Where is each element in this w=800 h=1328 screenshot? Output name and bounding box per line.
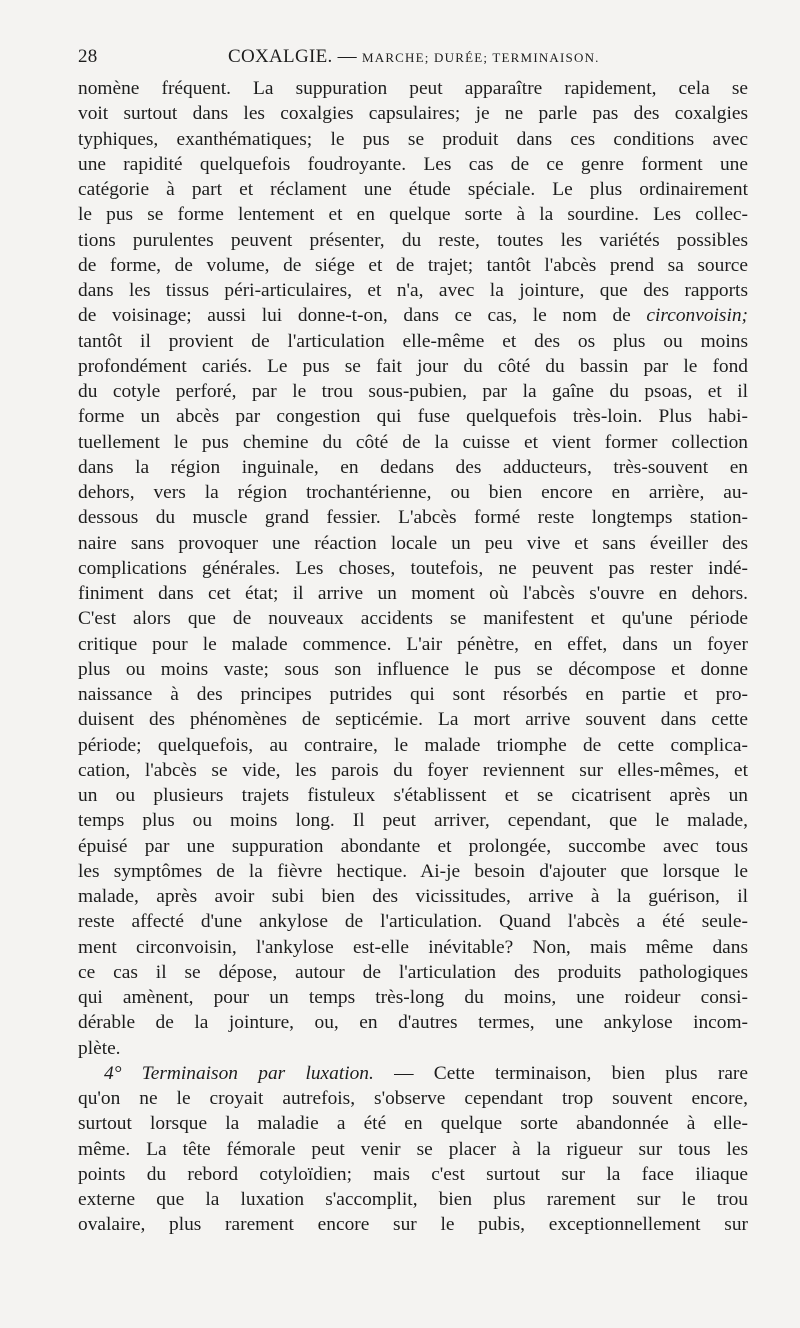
text-line: malade, après avoir subi bien des vicissitudes, arrive à la guérison, il bbox=[78, 886, 748, 907]
running-title-main: COXALGIE. — bbox=[228, 46, 357, 67]
text-line: qui amènent, pour un temps très-long du moins, une roideur consi- bbox=[78, 987, 748, 1008]
text-line: tantôt il provient de l'articulation elle-même et des os plus ou moins bbox=[78, 330, 748, 352]
text-line: une rapidité quelquefois foudroyante. Les cas de ce genre forment une bbox=[78, 153, 748, 175]
text-line: forme un abcès par congestion qui fuse quelquefois très-loin. Plus habi- bbox=[78, 406, 748, 428]
text-line: naire sans provoquer une réaction locale un peu vive et sans éveiller des bbox=[78, 532, 748, 554]
text-line: ovalaire, plus rarement encore sur le pubis, exceptionnellement sur bbox=[78, 1214, 748, 1236]
text-line: profondément cariés. Le pus se fait jour du côté du bassin par le fond bbox=[78, 355, 748, 377]
running-title-subtitle: MARCHE; DURÉE; TERMINAISON. bbox=[361, 50, 600, 65]
text-line: critique pour le malade commence. L'air pénètre, en effet, dans un foyer bbox=[78, 633, 748, 655]
text-line: surtout lorsque la maladie a été en quelque sorte abandonnée à elle- bbox=[78, 1113, 748, 1135]
text-line: plète. bbox=[78, 1037, 121, 1059]
text-line: du cotyle perforé, par le trou sous-pubien, par la gaîne du psoas, et il bbox=[78, 381, 748, 402]
text-line: période; quelquefois, au contraire, le malade triomphe de cette complica- bbox=[78, 734, 748, 756]
text-line: même. La tête fémorale peut venir se placer à la rigueur sur tous les bbox=[78, 1138, 748, 1160]
text-line: C'est alors que de nouveaux accidents se manifestent et qu'une période bbox=[78, 608, 748, 630]
text-line: dehors, vers la région trochantérienne, ou bien encore en arrière, au- bbox=[78, 482, 748, 503]
text-line: plus ou moins vaste; sous son influence le pus se décompose et donne bbox=[78, 658, 748, 680]
text-line: voit surtout dans les coxalgies capsulaires; je ne parle pas des coxalgies bbox=[78, 103, 748, 125]
text-line: externe que la luxation s'accomplit, bien plus rarement sur le trou bbox=[78, 1189, 748, 1210]
text-line: tuellement le pus chemine du côté de la cuisse et vient former collection bbox=[78, 431, 748, 453]
text-line: dérable de la jointure, ou, en d'autres termes, une ankylose incom- bbox=[78, 1012, 748, 1034]
text-line: reste affecté d'une ankylose de l'articulation. Quand l'abcès a été seule- bbox=[78, 911, 748, 933]
section-heading: 4° Terminaison par luxation. bbox=[104, 1062, 374, 1084]
text-line: typhiques, exanthématiques; le pus se produit dans ces conditions avec bbox=[78, 128, 748, 150]
text-line: de forme, de volume, de siége et de trajet; tantôt l'abcès prend sa source bbox=[78, 254, 748, 276]
text-line: naissance à des principes putrides qui sont résorbés en partie et pro- bbox=[78, 684, 748, 705]
text-line: catégorie à part et réclament une étude spéciale. Le plus ordinairement bbox=[78, 179, 748, 200]
section-heading-line bbox=[78, 1061, 748, 1086]
text-line: le pus se forme lentement et en quelque sorte à la sourdine. Les collec- bbox=[78, 204, 748, 226]
running-header bbox=[78, 40, 748, 74]
text-line: les symptômes de la fièvre hectique. Ai-je besoin d'ajouter que lorsque le bbox=[78, 860, 748, 882]
text-line: ment circonvoisin, l'ankylose est-elle inévitable? Non, mais même dans bbox=[78, 936, 748, 958]
text-line: finiment dans cet état; il arrive un moment où l'abcès s'ouvre en dehors. bbox=[78, 583, 748, 604]
text-line: cation, l'abcès se vide, les parois du foyer reviennent sur elles-mêmes, et bbox=[78, 759, 748, 781]
text-line bbox=[78, 303, 748, 328]
text-line: un ou plusieurs trajets fistuleux s'établissent et se cicatrisent après un bbox=[78, 785, 748, 806]
text-line: dessous du muscle grand fessier. L'abcès formé reste longtemps station- bbox=[78, 507, 748, 529]
text-line: points du rebord cotyloïdien; mais c'est surtout sur la face iliaque bbox=[78, 1163, 748, 1185]
text-line: duisent des phénomènes de septicémie. La mort arrive souvent dans cette bbox=[78, 709, 748, 731]
italic-term: circonvoisin; bbox=[646, 305, 748, 327]
text-line: nomène fréquent. La suppuration peut apparaître rapidement, cela se bbox=[78, 78, 748, 99]
page-number: 28 bbox=[78, 46, 98, 67]
text-line: tions purulentes peuvent présenter, du reste, toutes les variétés possibles bbox=[78, 229, 748, 251]
text-line: dans les tissus péri-articulaires, et n'a, avec la jointure, que des rapports bbox=[78, 280, 748, 301]
text-line-part: de voisinage; aussi lui donne-t-on, dans ce cas, le nom de bbox=[78, 305, 631, 327]
text-line-part: — Cette terminaison, bien plus rare bbox=[394, 1062, 748, 1084]
text-line: épuisé par une suppuration abondante et prolongée, succombe avec tous bbox=[78, 835, 748, 857]
text-line: qu'on ne le croyait autrefois, s'observe cependant trop souvent encore, bbox=[78, 1088, 748, 1109]
text-line: dans la région inguinale, en dedans des adducteurs, très-souvent en bbox=[78, 456, 748, 478]
running-title bbox=[228, 46, 600, 68]
text-line: temps plus ou moins long. Il peut arriver, cependant, que le malade, bbox=[78, 810, 748, 832]
text-line: complications générales. Les choses, toutefois, ne peuvent pas rester indé- bbox=[78, 557, 748, 579]
body-text bbox=[78, 76, 748, 1238]
text-line: ce cas il se dépose, autour de l'articulation des produits pathologiques bbox=[78, 961, 748, 983]
